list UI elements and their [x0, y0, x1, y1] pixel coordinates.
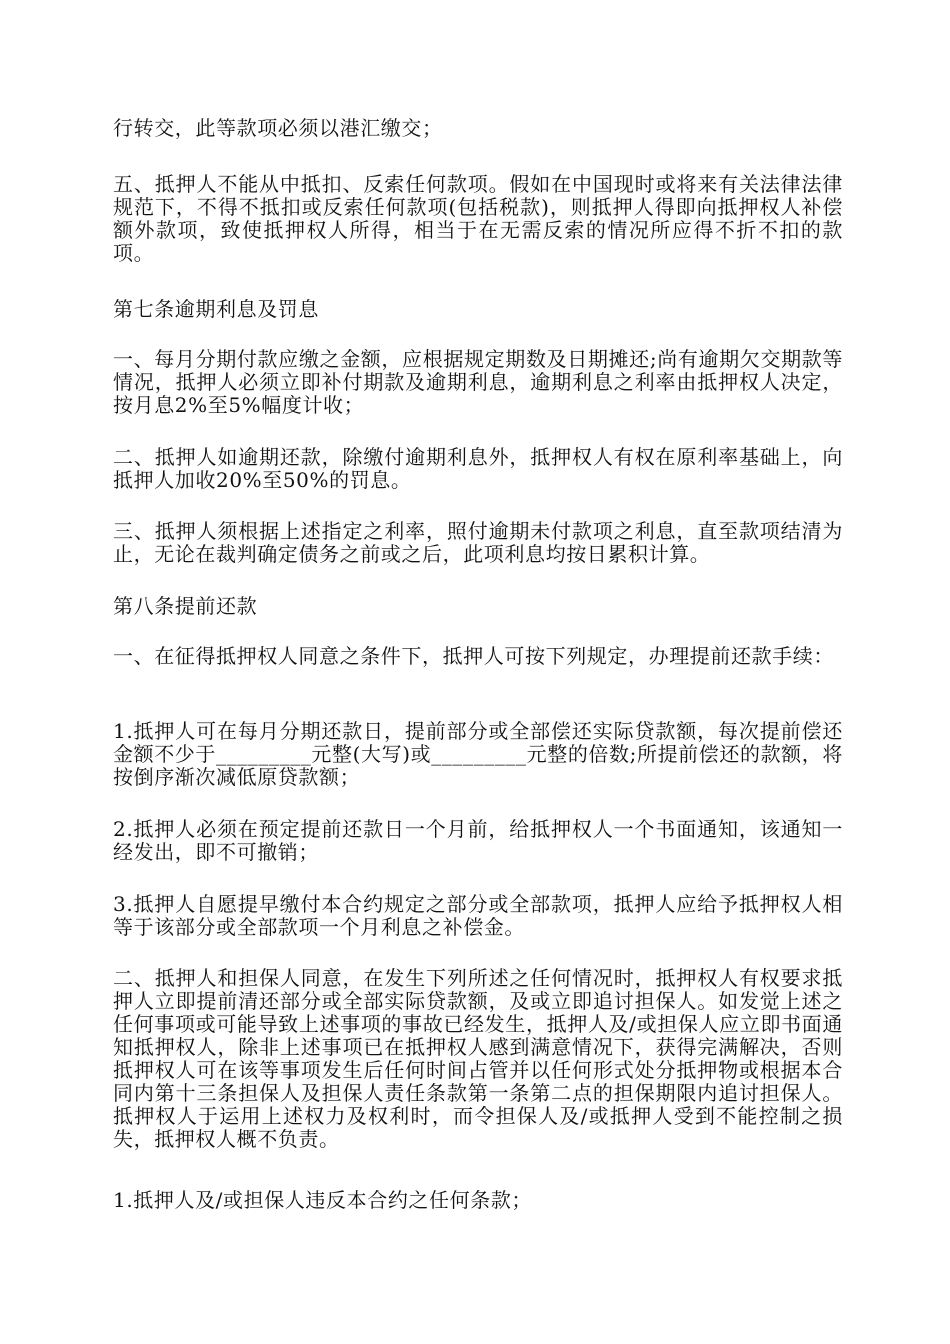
- paragraph-article-8-item-1: 一、在征得抵押权人同意之条件下，抵押人可按下列规定，办理提前还款手续：: [113, 644, 834, 668]
- paragraph-article-8-subitem-2: 2.抵押人必须在预定提前还款日一个月前，给抵押权人一个书面通知，该通知一经发出，即不可撤销；: [113, 817, 843, 864]
- paragraph-article-7-item-2: 二、抵押人如逾期还款，除缴付逾期利息外，抵押权人有权在原利率基础上，向抵押人加收20%至50%的罚息。: [113, 445, 843, 492]
- paragraph-article-7-item-3: 三、抵押人须根据上述指定之利率，照付逾期未付款项之利息，直至款项结清为止，无论在裁判确定债务之前或之后，此项利息均按日累积计算。: [113, 519, 843, 566]
- paragraph-article-8-subitem-1: 1.抵押人可在每月分期还款日，提前部分或全部偿还实际贷款额，每次提前偿还金额不少于_________元整(大写)或_________元整的倍数;所提前偿还的款额，将按倒序渐次减低原贷款额；: [113, 719, 843, 789]
- paragraph-continuation: 行转交，此等款项必须以港汇缴交；: [113, 116, 443, 140]
- article-7-heading: 第七条逾期利息及罚息: [113, 297, 319, 321]
- paragraph-clause-5: 五、抵押人不能从中抵扣、反索任何款项。假如在中国现时或将来有关法律法律规范下，不得不抵扣或反索任何款项(包括税款)，则抵押人得即向抵押权人补偿额外款项，致使抵押权人所得，相当于在无需反索的情况所应得不折不扣的款项。: [113, 172, 843, 265]
- paragraph-article-8-item-2-subitem-1: 1.抵押人及/或担保人违反本合约之任何条款；: [113, 1188, 533, 1212]
- article-8-heading: 第八条提前还款: [113, 594, 258, 618]
- paragraph-article-8-item-2: 二、抵押人和担保人同意，在发生下列所述之任何情况时，抵押权人有权要求抵押人立即提前清还部分或全部实际贷款额，及或立即追讨担保人。如发觉上述之任何事项或可能导致上述事项的事故已经发生，抵押人及/或担保人应立即书面通知抵押权人，除非上述事项已在抵押权人感到满意情况下，获得完满解决，否则抵押权人可在该等事项发生后任何时间占管并以任何形式处分抵押物或根据本合同内第十三条担保人及担保人责任条款第一条第二点的担保期限内追讨担保人。抵押权人于运用上述权力及权利时，而令担保人及/或抵押人受到不能控制之损失，抵押权人概不负责。: [113, 966, 843, 1151]
- paragraph-article-7-item-1: 一、每月分期付款应缴之金额，应根据规定期数及日期摊还;尚有逾期欠交期款等情况，抵押人必须立即补付期款及逾期利息，逾期利息之利率由抵押权人决定，按月息2%至5%幅度计收；: [113, 347, 843, 417]
- paragraph-article-8-subitem-3: 3.抵押人自愿提早缴付本合约规定之部分或全部款项，抵押人应给予抵押权人相等于该部分或全部款项一个月利息之补偿金。: [113, 892, 843, 939]
